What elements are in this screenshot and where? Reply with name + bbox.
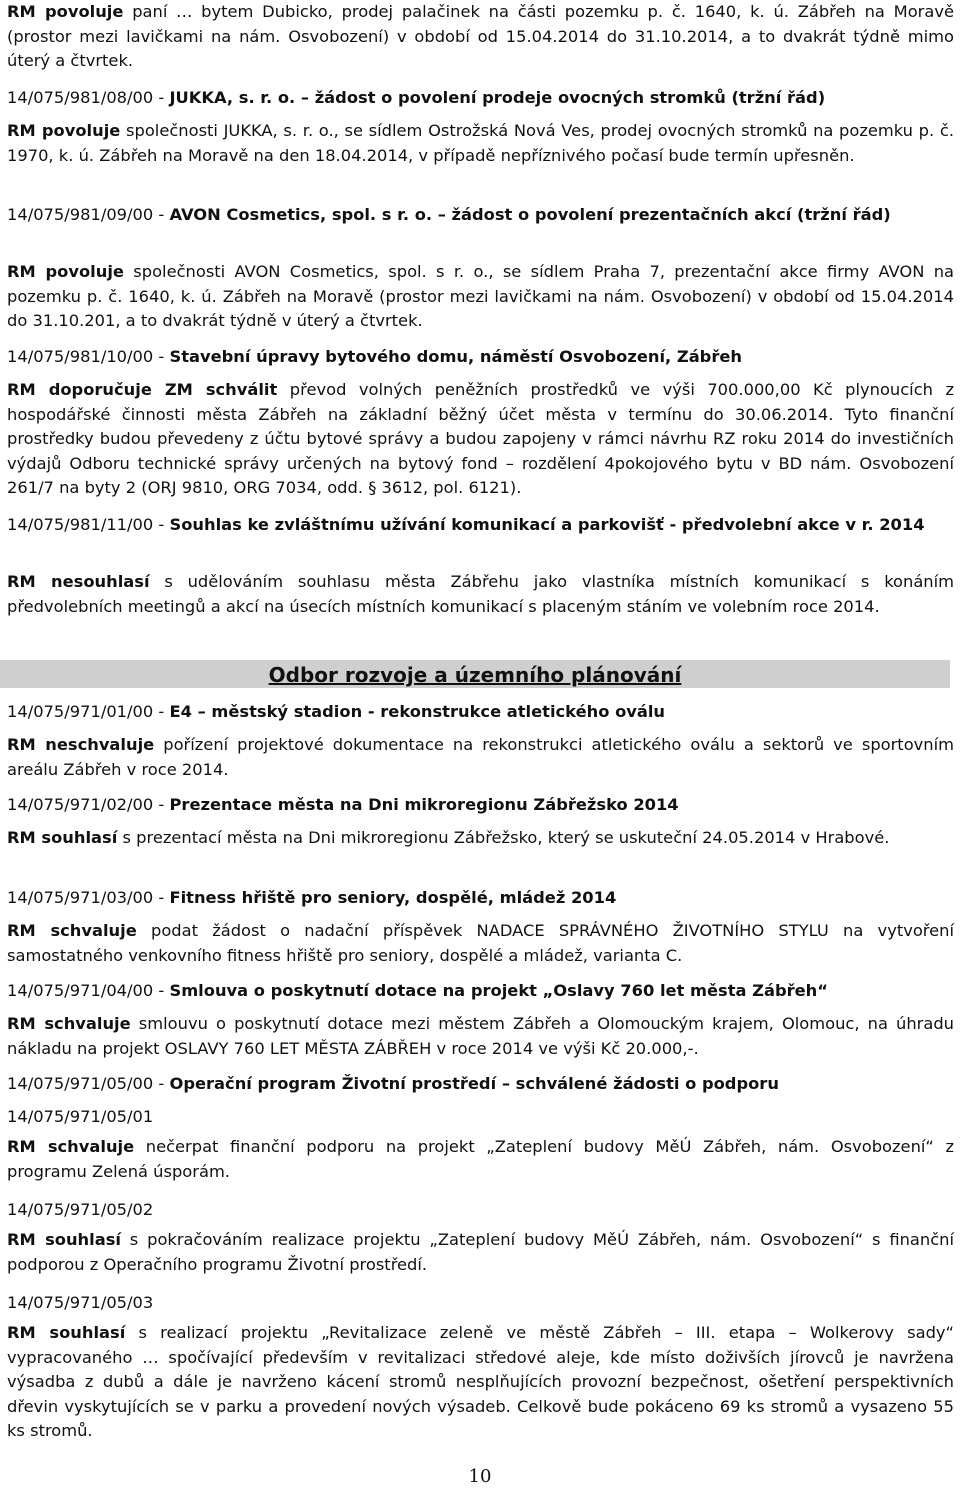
paragraph-3 [7,203,954,228]
text-run: 14/075/971/05/03 [7,1293,154,1312]
bold-run: Souhlas ke zvláštnímu užívání komunikací a parkovišť - předvolební akce v r. 2014 [169,515,925,534]
text-run: 14/075/971/05/02 [7,1200,154,1219]
paragraph-0 [7,0,954,74]
text-run: 14/075/981/10/00 - [7,347,170,366]
text-run: 14/075/971/05/01 [7,1107,154,1126]
bold-run: RM neschvaluje [7,735,155,754]
bold-run: RM schvaluje [7,1137,135,1156]
paragraph-19 [7,1135,954,1184]
bold-run: RM schvaluje [7,1014,131,1033]
text-run: s realizací projektu „Revitalizace zeleně ve městě Zábřeh – III. etapa – Wolkerovy sady“ vypracovaného … spočívající především v revitalizaci středové aleje, kde místo doživších jírovců je navržena výsadba z dubů a dále je navrženo kácení stromů nesplňujících provozní bezpečnost, ošetření perspektivních dřevin vyskytujících se v parku a provedení nových výsadeb. Celkově bude pokáceno 69 ks stromů a vysazeno 55 ks stromů. [7,1323,954,1441]
text-run: 14/075/981/11/00 - [7,515,170,534]
bold-run: E4 – městský stadion - rekonstrukce atletického oválu [169,702,666,721]
bold-run: RM povoluje [7,2,124,21]
bold-run: RM povoluje [7,262,124,281]
text-run: společnosti AVON Cosmetics, spol. s r. o., se sídlem Praha 7, prezentační akce firmy AVON na pozemku p. č. 1640, k. ú. Zábřeh na Moravě (prostor mezi lavičkami na nám. Osvobození) v období od 15.04.2014 do 31.10.201, a to dvakrát týdně v úterý a čtvrtek. [7,262,954,331]
bold-run: RM souhlasí [7,828,118,847]
paragraph-16 [7,1012,954,1061]
text-run: 14/075/981/09/00 - [7,205,170,224]
paragraph-7 [7,513,954,538]
paragraph-22 [7,1291,954,1316]
text-run: 14/075/971/03/00 - [7,888,170,907]
text-run: s udělováním souhlasu města Zábřehu jako vlastníka místních komunikací s konáním předvolebních meetingů a akcí na úsecích místních komunikací s placeným stáním ve volebním roce 2014. [7,572,954,616]
paragraph-13 [7,886,954,911]
paragraph-4 [7,260,954,334]
text-run: společnosti JUKKA, s. r. o., se sídlem Ostrožská Nová Ves, prodej ovocných stromků na pozemku p. č. 1970, k. ú. Zábřeh na Moravě na den 18.04.2014, v případě nepříznivého počasí bude termín upřesněn. [7,121,954,165]
text-run: smlouvu o poskytnutí dotace mezi městem Zábřeh a Olomouckým krajem, Olomouc, na úhradu nákladu na projekt OSLAVY 760 LET MĚSTA ZÁBŘEH v roce 2014 ve výši Kč 20.000,-. [7,1014,955,1058]
paragraph-8 [7,570,954,619]
paragraph-6 [7,378,954,501]
bold-run: RM povoluje [7,121,121,140]
section-heading: Odbor rozvoje a územního plánování [268,663,682,687]
paragraph-1 [7,86,954,111]
text-run: podat žádost o nadační příspěvek NADACE SPRÁVNÉHO ŽIVOTNÍHO STYLU na vytvoření samostatného venkovního fitness hřiště pro seniory, dospělé a mládež, varianta C. [7,921,955,965]
text-run: s prezentací města na Dni mikroregionu Zábřežsko, který se uskuteční 24.05.2014 v Hrabové. [117,828,890,847]
text-run: 14/075/971/04/00 - [7,981,170,1000]
text-run: nečerpat finanční podporu na projekt „Zateplení budovy MěÚ Zábřeh, nám. Osvobození“ z programu Zelená úsporám. [7,1137,954,1181]
paragraph-5 [7,345,954,370]
page-number: 10 [468,1466,492,1487]
paragraph-9 [7,700,954,725]
bold-run: Prezentace města na Dni mikroregionu Zábřežsko 2014 [169,795,679,814]
bold-run: AVON Cosmetics, spol. s r. o. – žádost o povolení prezentačních akcí (tržní řád) [169,205,891,224]
text-run: 14/075/971/01/00 - [7,702,170,721]
paragraph-11 [7,793,954,818]
bold-run: Operační program Životní prostředí – schválené žádosti o podporu [169,1074,779,1093]
text-run: 14/075/971/05/00 - [7,1074,170,1093]
section-heading-bar [0,660,950,688]
paragraph-23 [7,1321,954,1444]
paragraph-14 [7,919,954,968]
paragraph-21 [7,1228,954,1277]
bold-run: JUKKA, s. r. o. – žádost o povolení prodeje ovocných stromků (tržní řád) [169,88,826,107]
bold-run: RM doporučuje ZM schválit [7,380,278,399]
text-run: převod volných peněžních prostředků ve výši 700.000,00 Kč plynoucích z hospodářské činnosti města Zábřeh na základní běžný účet města v termínu do 30.06.2014. Tyto finanční prostředky budou převedeny z účtu bytové správy a budou zapojeny v rámci návrhu RZ roku 2014 do investičních výdajů Odboru technické správy určených na bytový fond – rozdělení 4pokojového bytu v BD nám. Osvobození 261/7 na byty 2 (ORJ 9810, ORG 7034, odd. § 3612, pol. 6121). [7,380,954,498]
bold-run: Fitness hřiště pro seniory, dospělé, mládež 2014 [169,888,617,907]
bold-run: RM schvaluje [7,921,137,940]
bold-run: RM nesouhlasí [7,572,150,591]
paragraph-12 [7,826,954,851]
text-run: 14/075/981/08/00 - [7,88,170,107]
text-run: pořízení projektové dokumentace na rekonstrukci atletického oválu a sektorů ve sportovním areálu Zábřeh v roce 2014. [7,735,954,779]
text-run: 14/075/971/02/00 - [7,795,170,814]
paragraph-10 [7,733,954,782]
text-run: paní … bytem Dubicko, prodej palačinek na části pozemku p. č. 1640, k. ú. Zábřeh na Moravě (prostor mezi lavičkami na nám. Osvobození) v období od 15.04.2014 do 31.10.2014, a to dvakrát týdně mimo úterý a čtvrtek. [7,2,954,71]
paragraph-18 [7,1105,954,1130]
text-run: s pokračováním realizace projektu „Zateplení budovy MěÚ Zábřeh, nám. Osvobození“ s finanční podporou z Operačního programu Životní prostředí. [7,1230,954,1274]
paragraph-17 [7,1072,954,1097]
paragraph-15 [7,979,954,1004]
paragraph-20 [7,1198,954,1223]
bold-run: Stavební úpravy bytového domu, náměstí Osvobození, Zábřeh [169,347,742,366]
bold-run: RM souhlasí [7,1230,121,1249]
bold-run: Smlouva o poskytnutí dotace na projekt „Oslavy 760 let města Zábřeh“ [169,981,828,1000]
bold-run: RM souhlasí [7,1323,126,1342]
paragraph-2 [7,119,954,168]
